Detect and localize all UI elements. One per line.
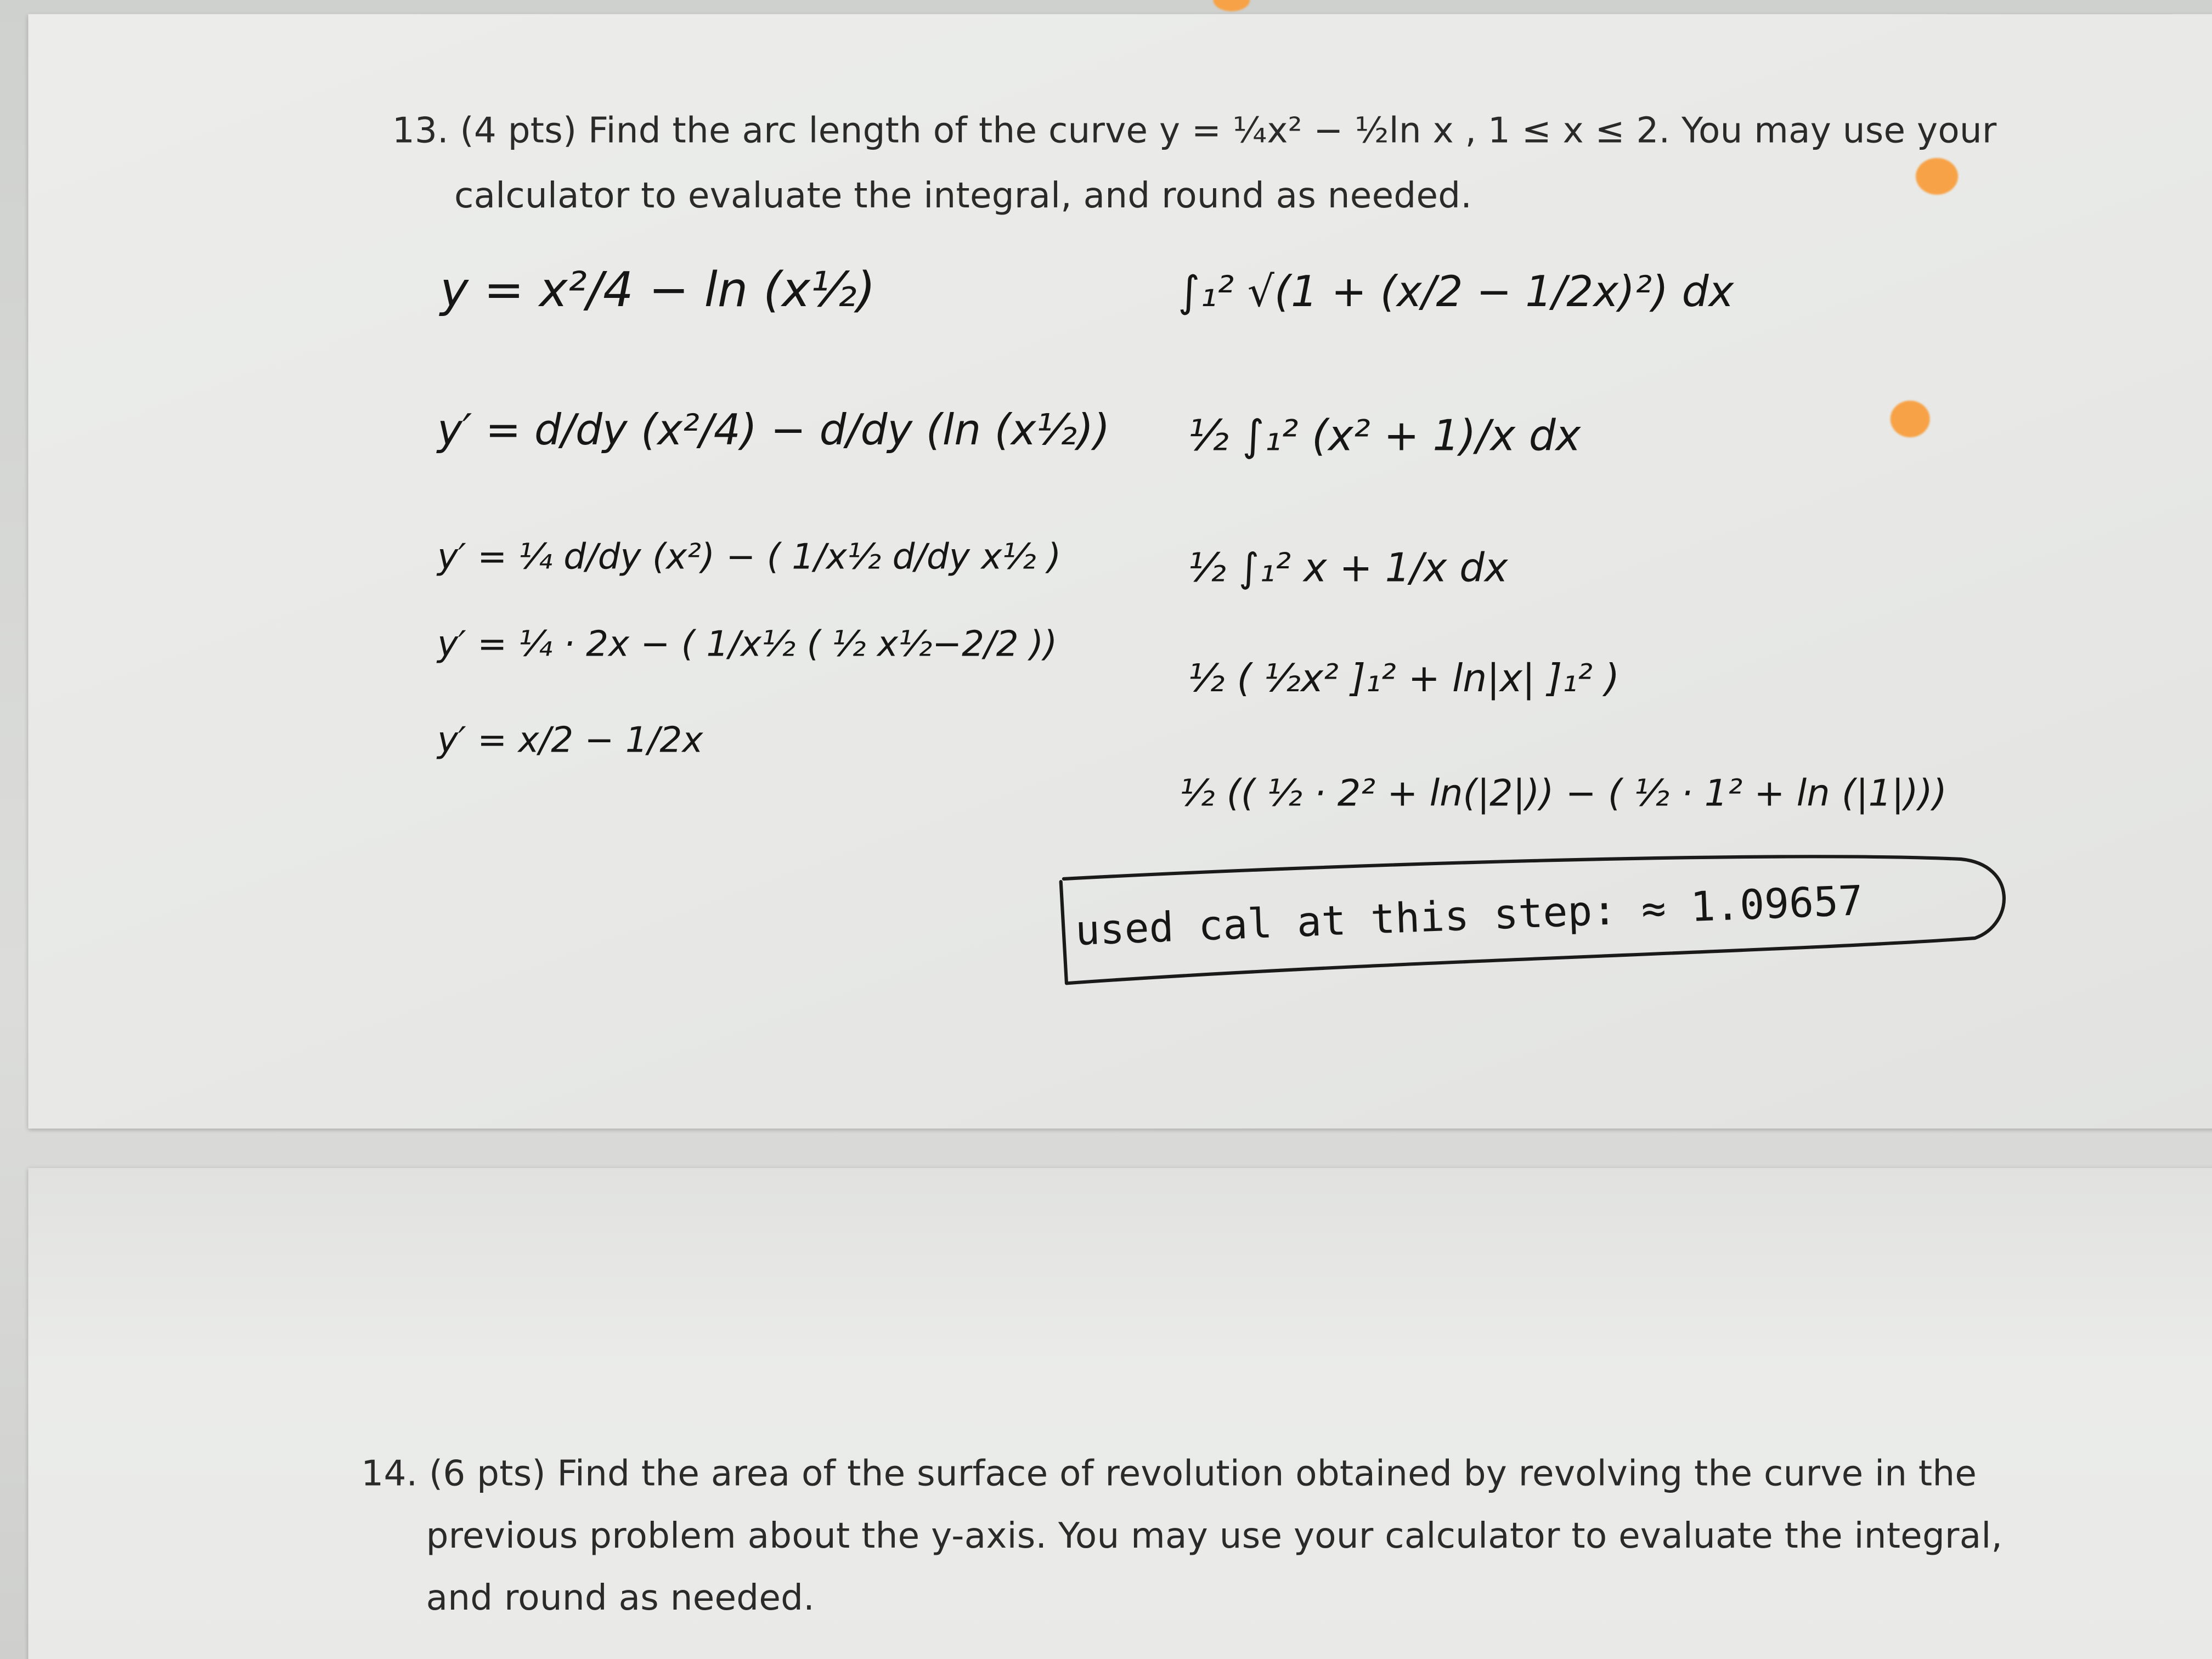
work-step-5: y′ = x/2 − 1/2x (437, 719, 703, 760)
integral-setup: ∫₁² √(1 + (x/2 − 1/2x)²) dx (1178, 268, 1734, 318)
q14-line-3: and round as needed. (426, 1577, 815, 1618)
q14-line-1: 14. (6 pts) Find the area of the surface of revolution obtained by revolving the curve in the (361, 1453, 1977, 1494)
antiderivative: ½ ( ½x² ]₁² + ln|x| ]₁² ) (1188, 657, 1620, 701)
work-step-1: y = x²/4 − ln (x½) (440, 262, 876, 319)
question-13-page (28, 14, 2212, 1128)
glare-spot-top (1213, 0, 1250, 12)
q13-line-1: 13. (4 pts) Find the arc length of the curve y = ¼x² − ½ln x , 1 ≤ x ≤ 2. You may use your (392, 110, 1997, 151)
evaluated-bounds: ½ (( ½ · 2² + ln(|2|)) − ( ½ · 1² + ln (|1|))) (1179, 773, 1947, 816)
q14-line-2: previous problem about the y-axis. You may use your calculator to evaluate the integral, (426, 1515, 2003, 1556)
work-step-4: y′ = ¼ · 2x − ( 1/x½ ( ½ x½−2/2 )) (437, 623, 1058, 665)
glare-spot-right-upper (1916, 158, 1958, 195)
glare-spot-right-lower (1891, 400, 1930, 437)
work-step-2: y′ = d/dy (x²/4) − d/dy (ln (x½)) (437, 406, 1110, 456)
question-14-page (28, 1168, 2212, 1659)
work-step-3: y′ = ¼ d/dy (x²) − ( 1/x½ d/dy x½ ) (437, 536, 1062, 577)
integral-split: ½ ∫₁² x + 1/x dx (1188, 544, 1508, 591)
integral-simplified: ½ ∫₁² (x² + 1)/x dx (1188, 411, 1581, 461)
boxed-answer: used cal at this step: ≈ 1.09657 (1074, 876, 1864, 955)
q13-line-2: calculator to evaluate the integral, and round as needed. (454, 174, 1472, 216)
